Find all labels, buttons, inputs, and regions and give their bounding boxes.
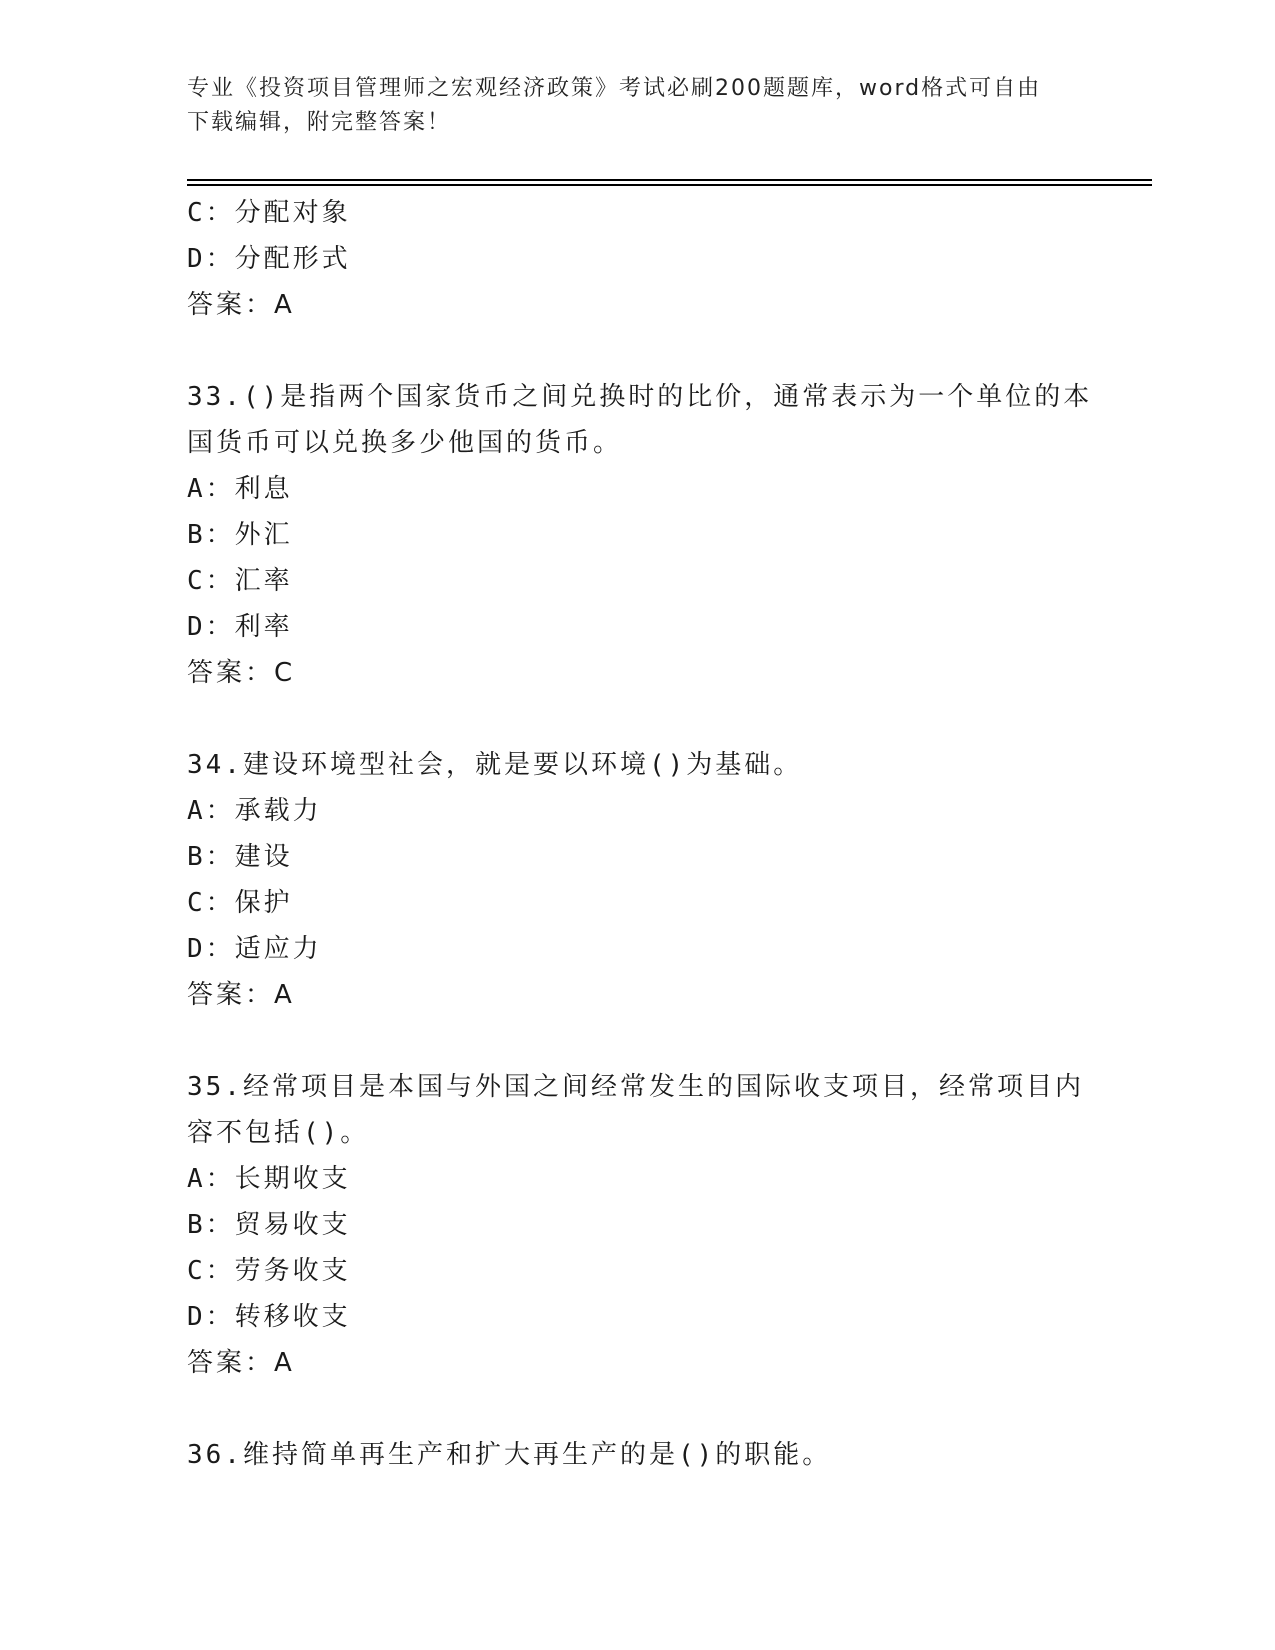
option-c: C：劳务收支 — [187, 1256, 351, 1286]
question-stem-line-1: 33.()是指两个国家货币之间兑换时的比价，通常表示为一个单位的本 — [187, 382, 1093, 412]
question-35 — [187, 1064, 1107, 1386]
document-header — [187, 72, 1087, 140]
option-c: C：保护 — [187, 888, 293, 918]
option-d: D：转移收支 — [187, 1302, 351, 1332]
option-b: B：贸易收支 — [187, 1210, 351, 1240]
spacer — [187, 328, 1107, 374]
header-divider-top — [187, 179, 1152, 181]
option-d: D：适应力 — [187, 934, 322, 964]
header-divider-bottom — [187, 184, 1152, 186]
answer: 答案：A — [187, 290, 295, 320]
option-a: A：利息 — [187, 474, 293, 504]
header-line-1: 专业《投资项目管理师之宏观经济政策》考试必刷200题题库，word格式可自由 — [187, 76, 1042, 101]
question-stem-line-1: 35.经常项目是本国与外国之间经常发生的国际收支项目，经常项目内 — [187, 1072, 1084, 1102]
option-c: C：汇率 — [187, 566, 293, 596]
spacer — [187, 1386, 1107, 1432]
question-32-tail — [187, 190, 1107, 328]
answer: 答案：A — [187, 980, 295, 1010]
option-d: D：利率 — [187, 612, 293, 642]
spacer — [187, 696, 1107, 742]
option-a: A：承载力 — [187, 796, 322, 826]
option-c: C：分配对象 — [187, 198, 351, 228]
question-36 — [187, 1432, 1107, 1478]
question-33 — [187, 374, 1107, 696]
question-stem-line-2: 国货币可以兑换多少他国的货币。 — [187, 428, 623, 458]
spacer — [187, 1018, 1107, 1064]
option-b: B：外汇 — [187, 520, 293, 550]
question-34 — [187, 742, 1107, 1018]
question-stem-line-2: 容不包括()。 — [187, 1118, 370, 1148]
option-b: B：建设 — [187, 842, 293, 872]
option-a: A：长期收支 — [187, 1164, 351, 1194]
option-d: D：分配形式 — [187, 244, 351, 274]
question-stem-line-1: 36.维持简单再生产和扩大再生产的是()的职能。 — [187, 1440, 832, 1470]
question-content — [187, 190, 1107, 1478]
answer: 答案：A — [187, 1348, 295, 1378]
header-line-2: 下载编辑，附完整答案！ — [187, 110, 452, 135]
answer: 答案：C — [187, 658, 296, 688]
question-stem-line-1: 34.建设环境型社会，就是要以环境()为基础。 — [187, 750, 803, 780]
